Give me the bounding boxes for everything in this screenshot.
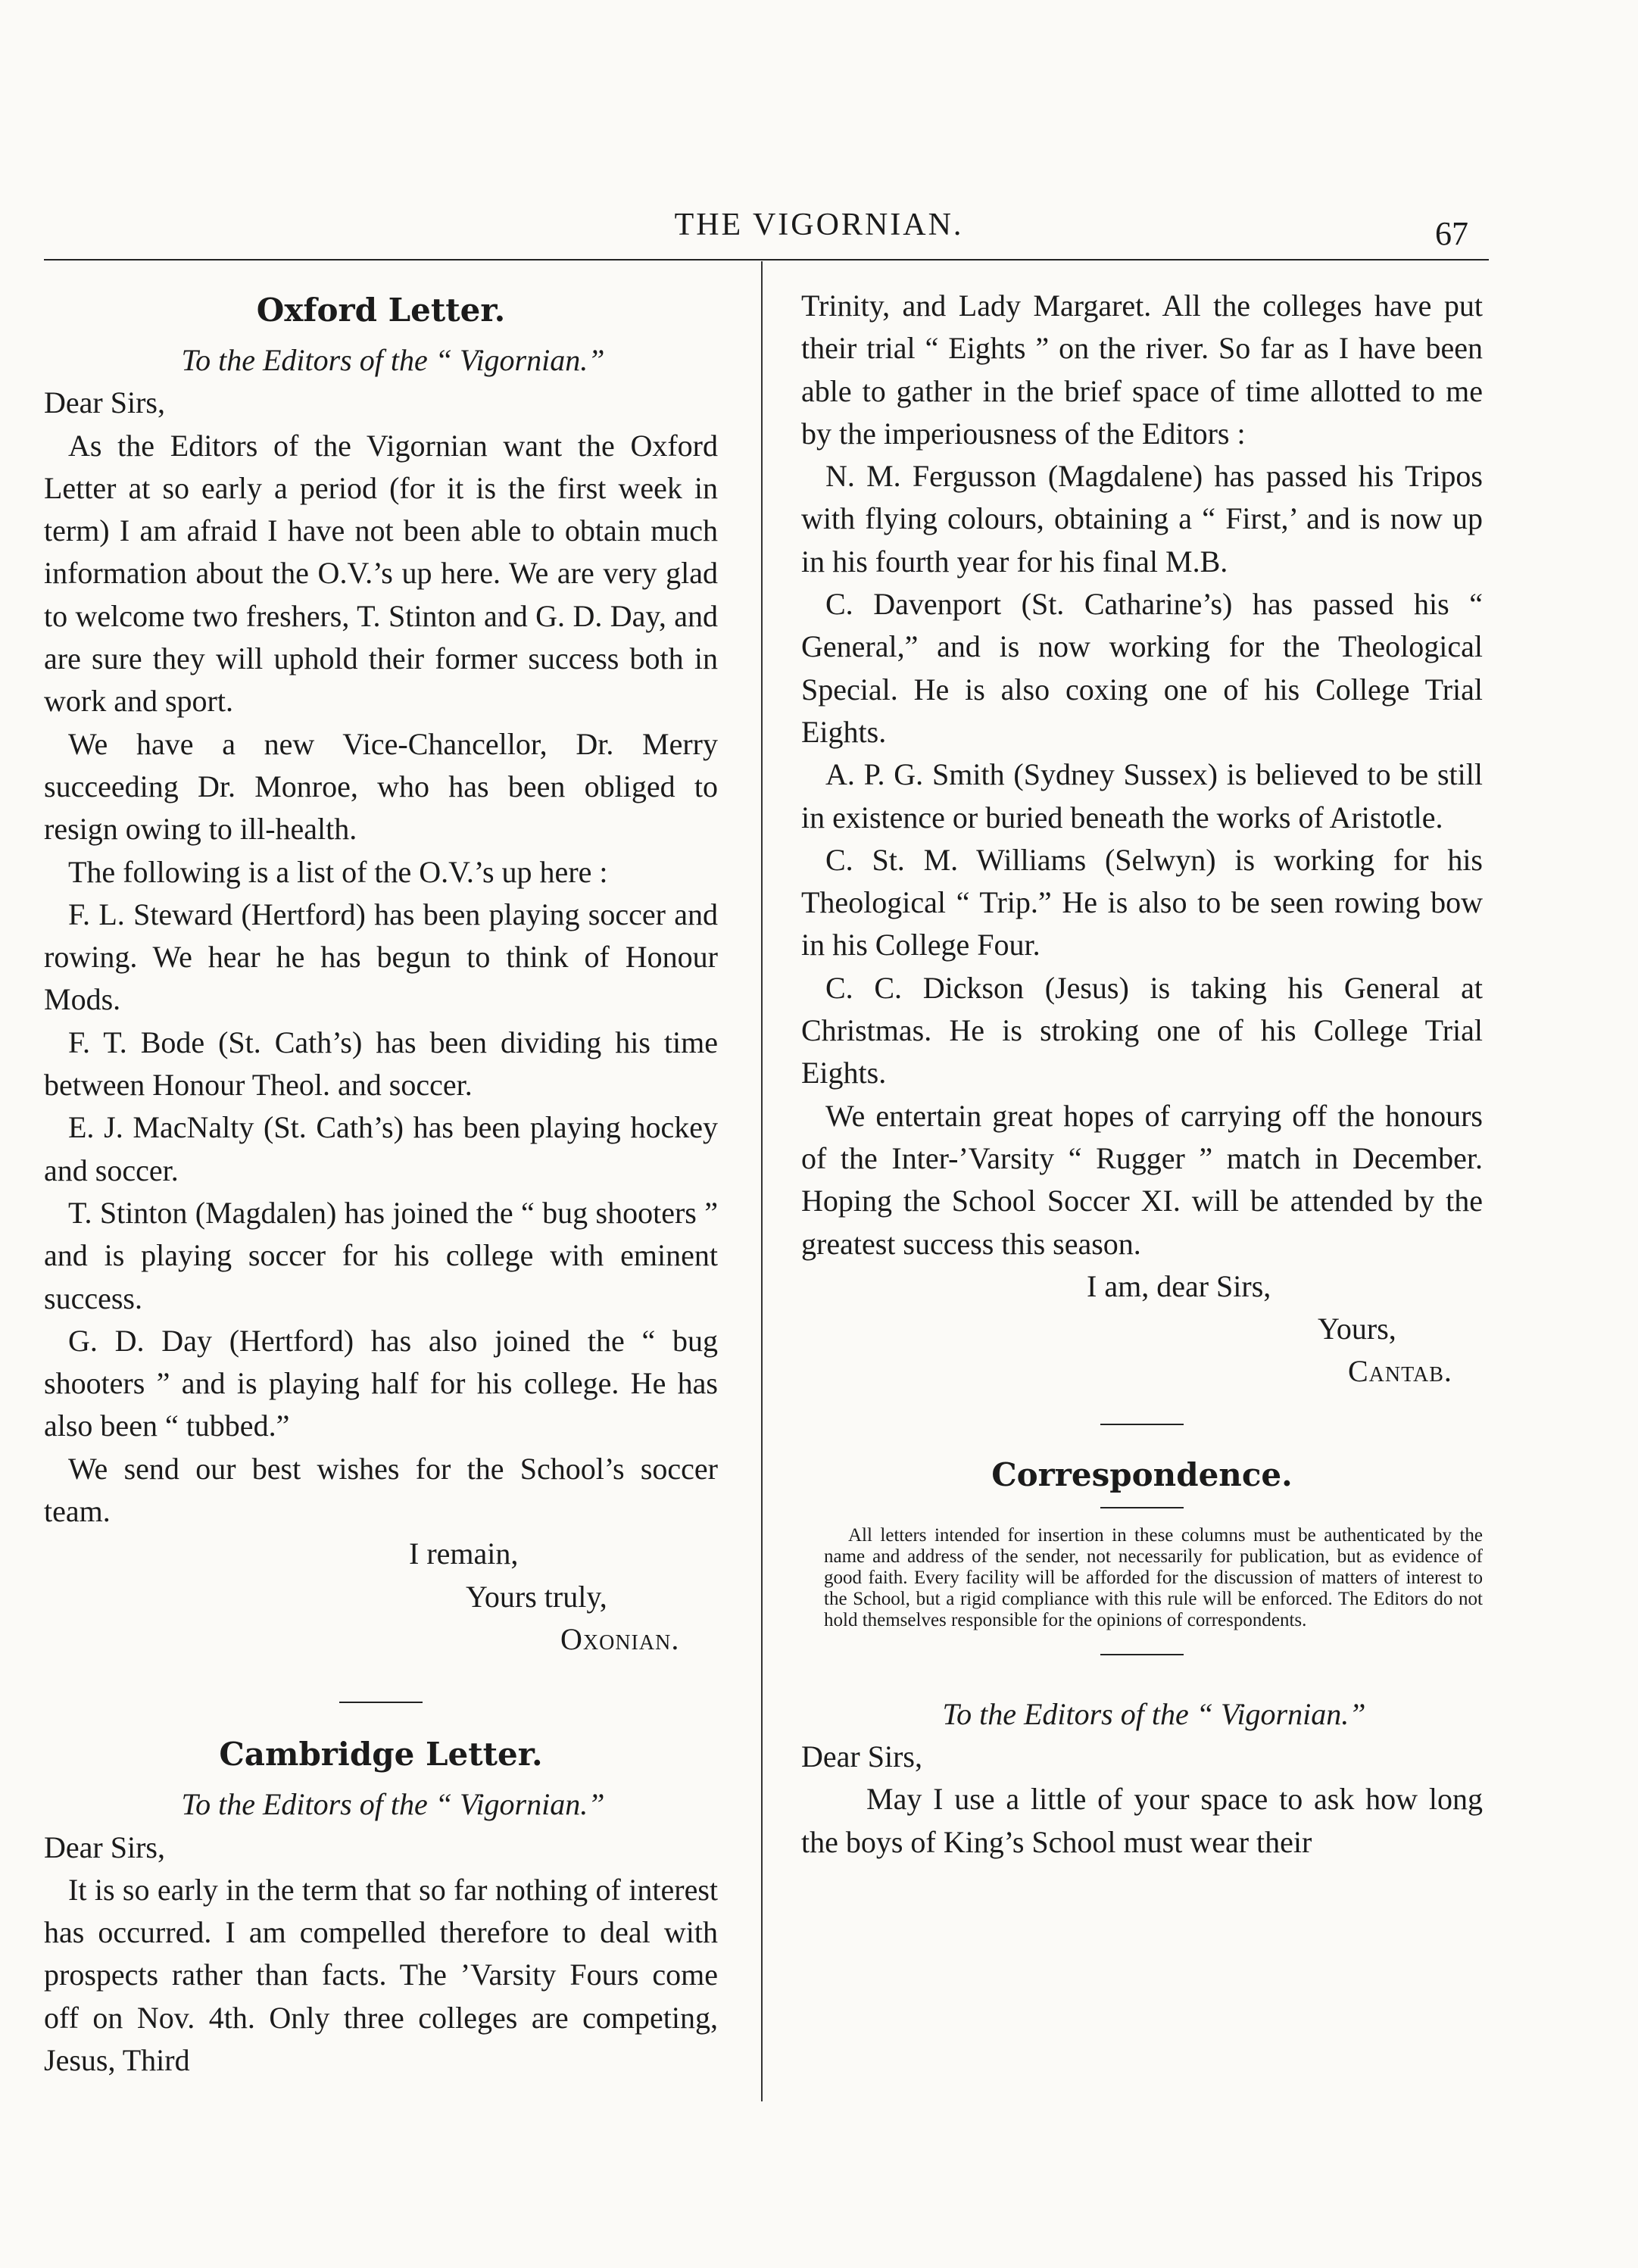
oxford-closing: Yours truly, [466, 1579, 607, 1614]
cambridge-paragraph-continued: Trinity, and Lady Margaret. All the colleges have put their trial “ Eights ” on the river. So far as I have been able to gather in the brief space of time allotted to me by the imperiousness of the Editors : [801, 289, 1483, 451]
cambridge-closing: Yours, [1318, 1312, 1396, 1346]
oxford-paragraph: E. J. MacNalty (St. Cath’s) has been playing hockey and soccer. [44, 1110, 718, 1187]
cambridge-paragraph: It is so early in the term that so far nothing of interest has occurred. I am compelled therefore to deal with prospects rather than facts. The ’Varsity Fours come off on Nov. 4th. Only three colleges are competing, Jesus, Third [44, 1872, 718, 2077]
correspondence-paragraph: May I use a little of your space to ask how long the boys of King’s School must wear their [801, 1782, 1483, 1859]
oxford-greeting: Dear Sirs, [44, 385, 165, 420]
oxford-paragraph: We send our best wishes for the School’s soccer team. [44, 1451, 718, 1529]
oxford-paragraph: We have a new Vice-Chancellor, Dr. Merry succeeding Dr. Monroe, who has been obliged to resign owing to ill-health. [44, 726, 718, 847]
oxford-paragraph: F. T. Bode (St. Cath’s) has been dividing his time between Honour Theol. and soccer. [44, 1025, 718, 1103]
oxford-salutation: To the Editors of the “ Vigornian.” [181, 343, 605, 377]
column-divider [761, 261, 763, 2101]
cambridge-signature: Cantab. [1348, 1354, 1452, 1389]
section-divider [1100, 1507, 1184, 1508]
cambridge-paragraph: C. Davenport (St. Catharine’s) has passed his “ General,” and is now working for the Theological Special. He is also coxing one of his College Trial Eights. [801, 587, 1483, 749]
right-column [801, 285, 1483, 1864]
cambridge-paragraph: We entertain great hopes of carrying off the honours of the Inter-’Varsity “ Rugger ” match in December. Hoping the School Soccer XI. will be attended by the greatest success this season. [801, 1098, 1483, 1261]
cambridge-closing: I am, dear Sirs, [1087, 1268, 1271, 1303]
oxford-letter-heading: Oxford Letter. [256, 292, 506, 329]
cambridge-greeting: Dear Sirs, [44, 1830, 165, 1864]
correspondence-heading: Correspondence. [991, 1455, 1293, 1493]
oxford-paragraph: T. Stinton (Magdalen) has joined the “ bug shooters ” and is playing soccer for his college with eminent success. [44, 1195, 718, 1315]
oxford-paragraph: G. D. Day (Hertford) has also joined the “ bug shooters ” and is playing half for his college. He has also been “ tubbed.” [44, 1323, 718, 1443]
correspondence-salutation: To the Editors of the “ Vigornian.” [942, 1696, 1366, 1731]
oxford-paragraph: F. L. Steward (Hertford) has been playing soccer and rowing. We hear he has begun to think of Honour Mods. [44, 897, 718, 1017]
oxford-paragraph: As the Editors of the Vigornian want the Oxford Letter at so early a period (for it is the first week in term) I am afraid I have not been able to obtain much information about the O.V.’s up here. We are very glad to welcome two freshers, T. Stinton and G. D. Day, and are sure they will uphold their former success both in work and sport. [44, 428, 718, 719]
running-header [0, 201, 1638, 254]
cambridge-paragraph: C. C. Dickson (Jesus) is taking his General at Christmas. He is stroking one of his College Trial Eights. [801, 970, 1483, 1090]
cambridge-paragraph: N. M. Fergusson (Magdalene) has passed his Tripos with flying colours, obtaining a “ First,’ and is now up in his fourth year for his final M.B. [801, 459, 1483, 579]
correspondence-notice: All letters intended for insertion in these columns must be authenticated by the name and address of the sender, not necessarily for publication, but as evidence of good faith. Every facility will be afforded for the discussion of matters of interest to the School, but a rigid compliance with this rule will be enforced. The Editors do not hold themselves responsible for the opinions of correspondents. [824, 1524, 1483, 1630]
oxford-closing: I remain, [409, 1536, 519, 1571]
oxford-paragraph: The following is a list of the O.V.’s up here : [68, 854, 608, 889]
section-divider [1100, 1424, 1184, 1425]
section-divider [1100, 1654, 1184, 1655]
cambridge-salutation: To the Editors of the “ Vigornian.” [181, 1787, 605, 1822]
cambridge-letter-heading: Cambridge Letter. [219, 1736, 543, 1774]
header-rule [44, 259, 1489, 260]
left-column [44, 288, 718, 2082]
journal-title: THE VIGORNIAN. [674, 207, 964, 242]
correspondence-greeting: Dear Sirs, [801, 1739, 922, 1774]
section-divider [339, 1702, 423, 1703]
cambridge-paragraph: A. P. G. Smith (Sydney Sussex) is believed to be still in existence or buried beneath the works of Aristotle. [801, 757, 1483, 835]
cambridge-paragraph: C. St. M. Williams (Selwyn) is working for his Theological “ Trip.” He is also to be seen rowing bow in his College Four. [801, 842, 1483, 962]
oxford-signature: Oxonian. [560, 1621, 680, 1656]
page-number: 67 [1435, 215, 1468, 252]
